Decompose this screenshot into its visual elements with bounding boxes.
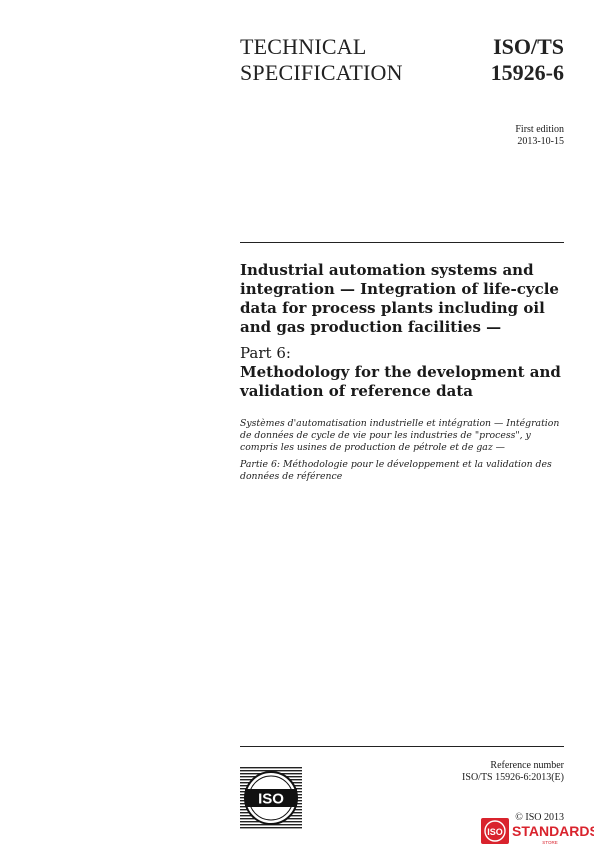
- document-id-line1: ISO/TS: [493, 34, 564, 59]
- edition-info: [515, 124, 564, 148]
- french-title: Systèmes d'automatisation industrielle et intégration — Intégration de données de cycle de vie pour les industries de "process", y compris les usines de production de pétrole et de gaz —: [240, 418, 560, 453]
- document-id: [491, 34, 564, 86]
- edition-date: 2013-10-15: [517, 136, 564, 147]
- store-badge-icon: [481, 812, 594, 846]
- top-divider: [240, 242, 564, 243]
- iso-logo-text: ISO: [258, 790, 284, 808]
- document-id-line2: 15926-6: [490, 60, 564, 85]
- bottom-divider: [240, 746, 564, 747]
- store-badge-iso-text: ISO: [487, 827, 503, 837]
- copyright-notice: © ISO 2013: [515, 812, 564, 823]
- reference-number: ISO/TS 15926-6:2013(E): [462, 772, 564, 783]
- iso-logo-icon: [240, 767, 302, 829]
- document-type-line1: TECHNICAL: [240, 34, 367, 59]
- french-part-title: Partie 6: Méthodologie pour le développement et la validation des données de référence: [240, 459, 552, 482]
- part-title: Methodology for the development and validation of reference data: [240, 363, 561, 400]
- english-title: Industrial automation systems and integration — Integration of life-cycle data for process plants including oil and gas production facilities —: [240, 261, 559, 336]
- store-badge-standards-text: STANDARDS: [512, 823, 594, 839]
- document-type-line2: SPECIFICATION: [240, 60, 403, 85]
- iso-logo: [240, 767, 302, 829]
- document-type: [240, 34, 403, 86]
- reference-label: Reference number: [490, 760, 564, 771]
- store-badge-store-text: STORE: [542, 840, 558, 845]
- reference-info: [462, 760, 564, 784]
- part-label: Part 6:: [240, 344, 291, 362]
- iso-standards-store-badge: [481, 812, 594, 846]
- edition-label: First edition: [515, 124, 564, 135]
